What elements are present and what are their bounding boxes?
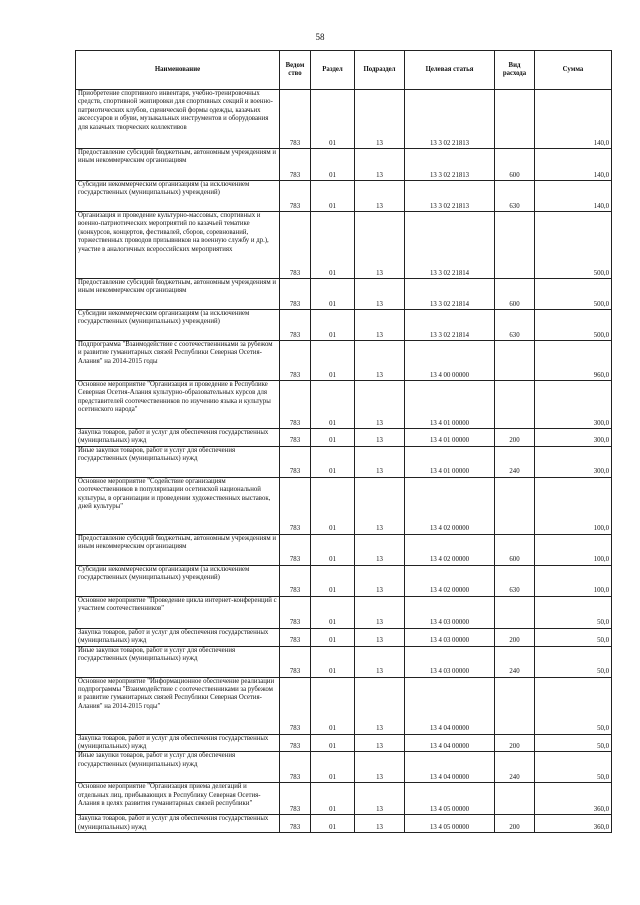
cell-target: 13 3 02 21813 [405, 149, 495, 181]
cell-section: 01 [311, 734, 355, 752]
table-header-row [76, 51, 612, 90]
cell-subsection: 13 [355, 149, 405, 181]
cell-exp-type: 630 [495, 565, 535, 596]
cell-sum: 500,0 [535, 279, 612, 310]
cell-exp-type: 200 [495, 734, 535, 752]
cell-target: 13 4 03 00000 [405, 628, 495, 646]
cell-name: Предоставление субсидий бюджетным, автономным учреждениям и иным некоммерческим организациям [76, 279, 280, 310]
cell-sum: 140,0 [535, 149, 612, 181]
table-row [76, 596, 612, 628]
cell-subsection: 13 [355, 446, 405, 477]
cell-dept: 783 [280, 477, 311, 534]
cell-exp-type [495, 783, 535, 815]
cell-name: Предоставление субсидий бюджетным, автономным учреждениям и иным некоммерческим организациям [76, 534, 280, 565]
cell-section: 01 [311, 310, 355, 341]
cell-sum: 50,0 [535, 734, 612, 752]
cell-exp-type [495, 90, 535, 149]
table-row [76, 429, 612, 447]
cell-sum: 360,0 [535, 783, 612, 815]
cell-name: Иные закупки товаров, работ и услуг для обеспечения государственных (муниципальных) нужд [76, 646, 280, 677]
cell-dept: 783 [280, 734, 311, 752]
cell-exp-type: 600 [495, 149, 535, 181]
cell-subsection: 13 [355, 310, 405, 341]
cell-target: 13 4 01 00000 [405, 381, 495, 429]
cell-dept: 783 [280, 628, 311, 646]
cell-name: Субсидии некоммерческим организациям (за исключением государственных (муниципальных) учреждений) [76, 310, 280, 341]
cell-name: Субсидии некоммерческим организациям (за исключением государственных (муниципальных) учреждений) [76, 565, 280, 596]
cell-exp-type: 630 [495, 310, 535, 341]
cell-subsection: 13 [355, 815, 405, 833]
cell-name: Закупка товаров, работ и услуг для обеспечения государственных (муниципальных) нужд [76, 734, 280, 752]
cell-target: 13 4 02 00000 [405, 565, 495, 596]
table-row [76, 783, 612, 815]
cell-sum: 50,0 [535, 628, 612, 646]
cell-section: 01 [311, 181, 355, 212]
cell-name: Субсидии некоммерческим организациям (за исключением государственных (муниципальных) учреждений) [76, 181, 280, 212]
cell-subsection: 13 [355, 734, 405, 752]
cell-exp-type: 630 [495, 181, 535, 212]
cell-subsection: 13 [355, 646, 405, 677]
cell-section: 01 [311, 534, 355, 565]
cell-name: Основное мероприятие "Информационное обеспечение реализации подпрограммы "Взаимодействие с соотечественниками за рубежом и развитие гуманитарных связей Республики Северная Осетия-Алания" на 2014-2015 годы" [76, 677, 280, 734]
cell-sum: 300,0 [535, 429, 612, 447]
cell-subsection: 13 [355, 181, 405, 212]
cell-section: 01 [311, 279, 355, 310]
cell-section: 01 [311, 677, 355, 734]
cell-dept: 783 [280, 815, 311, 833]
cell-sum: 300,0 [535, 446, 612, 477]
cell-target: 13 4 02 00000 [405, 477, 495, 534]
table-row [76, 381, 612, 429]
cell-sum: 500,0 [535, 310, 612, 341]
cell-dept: 783 [280, 534, 311, 565]
cell-exp-type: 200 [495, 628, 535, 646]
cell-section: 01 [311, 429, 355, 447]
cell-subsection: 13 [355, 565, 405, 596]
table-row [76, 646, 612, 677]
cell-exp-type: 240 [495, 446, 535, 477]
cell-section: 01 [311, 341, 355, 381]
cell-target: 13 4 05 00000 [405, 815, 495, 833]
page-number: 58 [315, 32, 325, 42]
header-sum: Сумма [535, 51, 612, 90]
cell-subsection: 13 [355, 341, 405, 381]
cell-exp-type: 240 [495, 646, 535, 677]
cell-section: 01 [311, 646, 355, 677]
cell-target: 13 3 02 21813 [405, 181, 495, 212]
cell-name: Закупка товаров, работ и услуг для обеспечения государственных (муниципальных) нужд [76, 429, 280, 447]
cell-name: Основное мероприятие "Организация приема делегаций и отдельных лиц, прибывающих в Республику Северная Осетия-Алания в целях развития гуманитарных связей республики" [76, 783, 280, 815]
cell-target: 13 3 02 21814 [405, 279, 495, 310]
cell-subsection: 13 [355, 628, 405, 646]
cell-sum: 360,0 [535, 815, 612, 833]
cell-section: 01 [311, 90, 355, 149]
table-row [76, 279, 612, 310]
cell-dept: 783 [280, 149, 311, 181]
cell-section: 01 [311, 446, 355, 477]
cell-name: Предоставление субсидий бюджетным, автономным учреждениям и иным некоммерческим организациям [76, 149, 280, 181]
cell-name: Подпрограмма "Взаимодействие с соотечественниками за рубежом и развитие гуманитарных связей Республики Северная Осетия-Алания" на 2014-2015 годы [76, 341, 280, 381]
cell-subsection: 13 [355, 677, 405, 734]
cell-exp-type: 200 [495, 429, 535, 447]
cell-sum: 50,0 [535, 646, 612, 677]
cell-section: 01 [311, 381, 355, 429]
cell-target: 13 4 00 00000 [405, 341, 495, 381]
table-row [76, 149, 612, 181]
header-target: Целевая статья [405, 51, 495, 90]
cell-subsection: 13 [355, 783, 405, 815]
cell-dept: 783 [280, 677, 311, 734]
cell-target: 13 4 03 00000 [405, 596, 495, 628]
cell-target: 13 4 04 00000 [405, 734, 495, 752]
cell-exp-type [495, 477, 535, 534]
table-row [76, 734, 612, 752]
cell-dept: 783 [280, 446, 311, 477]
cell-subsection: 13 [355, 477, 405, 534]
cell-dept: 783 [280, 752, 311, 783]
cell-dept: 783 [280, 565, 311, 596]
table-row [76, 310, 612, 341]
table-row [76, 628, 612, 646]
cell-target: 13 3 02 21814 [405, 310, 495, 341]
cell-dept: 783 [280, 596, 311, 628]
cell-dept: 783 [280, 341, 311, 381]
cell-exp-type [495, 341, 535, 381]
cell-exp-type: 200 [495, 815, 535, 833]
cell-sum: 100,0 [535, 565, 612, 596]
cell-dept: 783 [280, 381, 311, 429]
header-dept: Ведом ство [280, 51, 311, 90]
cell-name: Иные закупки товаров, работ и услуг для обеспечения государственных (муниципальных) нужд [76, 446, 280, 477]
table-row [76, 815, 612, 833]
cell-dept: 783 [280, 212, 311, 279]
cell-sum: 140,0 [535, 90, 612, 149]
cell-target: 13 4 04 00000 [405, 677, 495, 734]
cell-target: 13 4 04 00000 [405, 752, 495, 783]
table-row [76, 212, 612, 279]
table-row [76, 341, 612, 381]
cell-sum: 50,0 [535, 752, 612, 783]
cell-exp-type [495, 381, 535, 429]
cell-section: 01 [311, 149, 355, 181]
cell-sum: 960,0 [535, 341, 612, 381]
header-exp-type: Вид расхода [495, 51, 535, 90]
cell-section: 01 [311, 752, 355, 783]
cell-dept: 783 [280, 646, 311, 677]
cell-exp-type [495, 677, 535, 734]
cell-section: 01 [311, 212, 355, 279]
cell-target: 13 3 02 21813 [405, 90, 495, 149]
cell-dept: 783 [280, 783, 311, 815]
table-row [76, 752, 612, 783]
cell-subsection: 13 [355, 534, 405, 565]
cell-subsection: 13 [355, 381, 405, 429]
cell-name: Закупка товаров, работ и услуг для обеспечения государственных (муниципальных) нужд [76, 815, 280, 833]
cell-section: 01 [311, 815, 355, 833]
cell-section: 01 [311, 565, 355, 596]
table-row [76, 446, 612, 477]
table-row [76, 90, 612, 149]
cell-exp-type [495, 212, 535, 279]
cell-sum: 100,0 [535, 534, 612, 565]
header-subsection: Подраздел [355, 51, 405, 90]
cell-exp-type: 600 [495, 279, 535, 310]
cell-section: 01 [311, 596, 355, 628]
cell-name: Приобретение спортивного инвентаря, учебно-тренировочных средств, спортивной экипировки для спортивных секций и военно-патриотических клубов, сценической формы одежды, казачьих аксессуаров и обуви, музыкальных инструментов и оборудования для казачьих творческих коллективов [76, 90, 280, 149]
cell-sum: 140,0 [535, 181, 612, 212]
cell-dept: 783 [280, 429, 311, 447]
cell-name: Организация и проведение культурно-массовых, спортивных и военно-патриотических мероприятий по казачьей тематике (конкурсов, концертов, фестивалей, сборов, соревнований, торжественных проводов призывников на военную службу и др.), участие в аналогичных всероссийских мероприятиях [76, 212, 280, 279]
cell-target: 13 4 05 00000 [405, 783, 495, 815]
cell-section: 01 [311, 783, 355, 815]
cell-sum: 300,0 [535, 381, 612, 429]
cell-dept: 783 [280, 90, 311, 149]
cell-target: 13 4 01 00000 [405, 429, 495, 447]
cell-subsection: 13 [355, 90, 405, 149]
table-row [76, 181, 612, 212]
cell-subsection: 13 [355, 212, 405, 279]
cell-section: 01 [311, 628, 355, 646]
cell-sum: 500,0 [535, 212, 612, 279]
cell-dept: 783 [280, 310, 311, 341]
cell-sum: 100,0 [535, 477, 612, 534]
cell-dept: 783 [280, 279, 311, 310]
cell-sum: 50,0 [535, 677, 612, 734]
cell-dept: 783 [280, 181, 311, 212]
header-name: Наименование [76, 51, 280, 90]
cell-name: Иные закупки товаров, работ и услуг для обеспечения государственных (муниципальных) нужд [76, 752, 280, 783]
cell-subsection: 13 [355, 279, 405, 310]
cell-sum: 50,0 [535, 596, 612, 628]
cell-target: 13 4 02 00000 [405, 534, 495, 565]
cell-target: 13 3 02 21814 [405, 212, 495, 279]
cell-exp-type [495, 596, 535, 628]
cell-exp-type: 600 [495, 534, 535, 565]
table-row [76, 677, 612, 734]
cell-name: Закупка товаров, работ и услуг для обеспечения государственных (муниципальных) нужд [76, 628, 280, 646]
budget-table [75, 50, 612, 833]
table-row [76, 477, 612, 534]
cell-name: Основное мероприятие "Проведение цикла интернет-конференций с участием соотечественников" [76, 596, 280, 628]
cell-exp-type: 240 [495, 752, 535, 783]
cell-target: 13 4 01 00000 [405, 446, 495, 477]
table-row [76, 534, 612, 565]
cell-section: 01 [311, 477, 355, 534]
table-row [76, 565, 612, 596]
cell-name: Основное мероприятие "Организация и проведение в Республике Северная Осетия-Алания культурно-образовательных курсов для представителей соотечественников по изучению языка и культуры осетинского народа" [76, 381, 280, 429]
cell-subsection: 13 [355, 752, 405, 783]
cell-subsection: 13 [355, 596, 405, 628]
header-section: Раздел [311, 51, 355, 90]
cell-name: Основное мероприятие "Содействие организациям соотечественников в популяризации осетинской национальной культуры, в организации и проведении художественных выставок, дней культуры" [76, 477, 280, 534]
cell-subsection: 13 [355, 429, 405, 447]
cell-target: 13 4 03 00000 [405, 646, 495, 677]
